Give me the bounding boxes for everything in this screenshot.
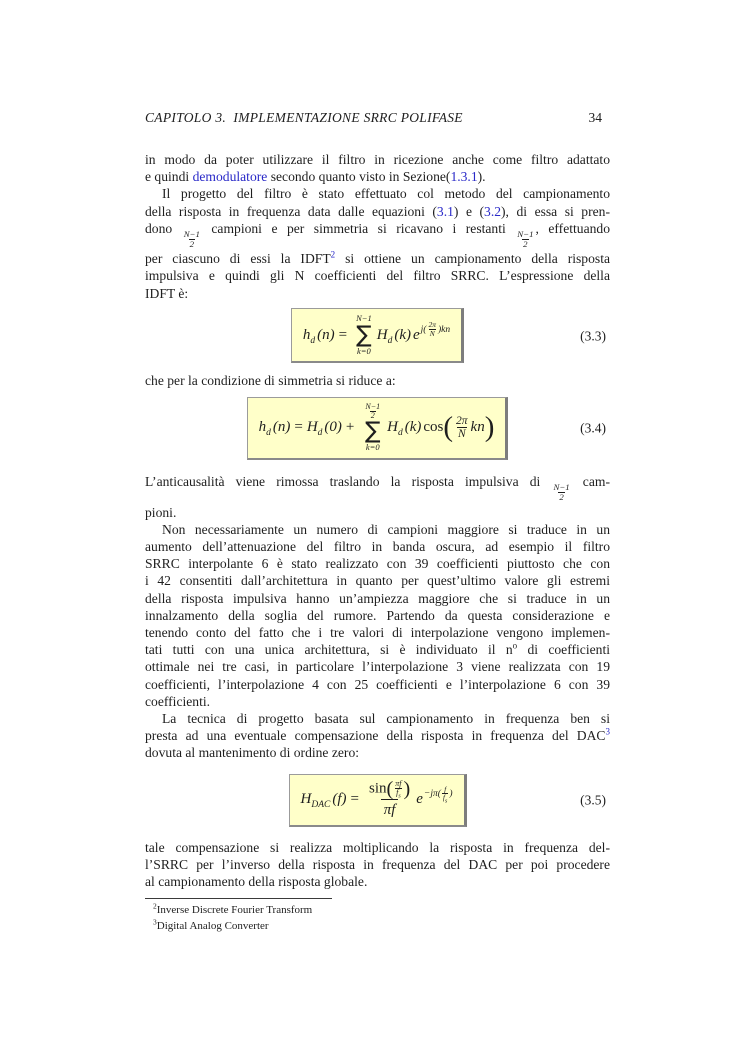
text: e quindi bbox=[145, 169, 193, 185]
footnote-mark-2: 2 bbox=[153, 901, 157, 911]
footnote-rule bbox=[145, 898, 332, 899]
equation-3-3 bbox=[145, 308, 610, 364]
equation-math: $H_{DAC}$ (f) = sin( $\frac{\pi f}{f_s}$ ) πf $e^{-j\pi( \frac{f}{f_s} )}$ bbox=[300, 777, 453, 819]
link-ref-3-2[interactable]: 3.2 bbox=[484, 203, 502, 219]
equation-3-4 bbox=[145, 397, 610, 461]
text: coefficienti. bbox=[145, 693, 211, 709]
text: in modo da poter utilizzare il filtro in ricezione anche come filtro adattato bbox=[145, 152, 610, 167]
text: ). bbox=[477, 169, 486, 185]
text-line bbox=[145, 521, 610, 538]
equation-number: (3.5) bbox=[580, 792, 606, 808]
text: IDFT è: bbox=[145, 285, 189, 301]
text-line bbox=[145, 504, 610, 521]
equation-box bbox=[291, 308, 464, 364]
link-ref-1-3-1[interactable]: 1.3.1 bbox=[450, 169, 478, 185]
text-line bbox=[145, 185, 610, 202]
text-line bbox=[145, 220, 610, 250]
running-header bbox=[145, 110, 602, 126]
equation-number: (3.3) bbox=[580, 328, 606, 344]
text: ottimale nei tre casi, in particolare l’interpolazione 3 viene realizzata con 19 bbox=[145, 659, 610, 675]
text-line bbox=[145, 267, 610, 284]
footnote-ref-2[interactable]: 2 bbox=[330, 249, 336, 260]
page-body bbox=[145, 151, 610, 934]
text: coefficienti, l’interpolazione 4 con 25 coefficienti e l’interpolazione 6 con 39 bbox=[145, 676, 610, 692]
ordinal-superscript: o bbox=[512, 640, 518, 651]
paragraph-progetto bbox=[145, 185, 610, 301]
text-line bbox=[145, 676, 610, 693]
footnote-text: Inverse Discrete Fourier Transform bbox=[156, 904, 313, 917]
footnote-text: Digital Analog Converter bbox=[156, 919, 269, 932]
text: Non necessariamente un numero di campioni maggiore si traduce in un bbox=[162, 521, 610, 537]
text: tale compensazione si realizza moltiplicando la risposta in frequenza del- bbox=[145, 839, 610, 855]
link-ref-3-1[interactable]: 3.1 bbox=[436, 203, 454, 219]
text: della risposta in frequenza data dalle equazioni ( bbox=[145, 203, 437, 219]
text: di coefficienti bbox=[517, 642, 610, 658]
text-line bbox=[145, 168, 610, 185]
text: della risposta impulsiva hanno un’ampiezza maggiore che si traduce in un bbox=[145, 590, 610, 606]
text: innalzamento della soglia del rumore. Partendo da questa considerazione e bbox=[145, 607, 610, 623]
text: tenendo conto del fatto che i tre valori di interpolazione vengono implemen- bbox=[145, 625, 610, 641]
summation-symbol: $\frac{N-1}{2}$ ∑ k=0 bbox=[364, 401, 381, 453]
inline-fraction: $\frac{N-1}{2}$ bbox=[365, 401, 381, 421]
text: SRRC interpolante 6 è stato realizzato con 39 coefficienti piuttosto che con bbox=[145, 556, 610, 572]
text: che per la condizione di simmetria si riduce a: bbox=[145, 373, 396, 389]
text-line bbox=[145, 372, 610, 389]
text-line bbox=[145, 590, 610, 607]
footnote-ref-3[interactable]: 3 bbox=[605, 726, 610, 737]
text: ) e ( bbox=[453, 203, 485, 219]
fraction: sin( $\frac{\pi f}{f_s}$ ) πf bbox=[368, 777, 411, 819]
equation-box bbox=[289, 774, 467, 827]
equation-math: $h_d$ (n) = N−1 ∑ k=0 $H_d$ (k) $e^{j( \frac{2\pi}{N} )kn}$ bbox=[302, 312, 451, 356]
page-number: 34 bbox=[588, 110, 602, 125]
inline-fraction: $\frac{\pi f}{f_s}$ bbox=[395, 778, 402, 800]
text: per ciascuno di essi la IDFT bbox=[145, 251, 331, 267]
text-line bbox=[145, 744, 610, 761]
link-demodulatore[interactable]: demodulatore bbox=[192, 169, 268, 185]
text-line bbox=[145, 555, 610, 572]
text: pioni. bbox=[145, 504, 177, 520]
text: secondo quanto visto in Sezione( bbox=[267, 169, 451, 185]
equation-box bbox=[247, 397, 509, 461]
text-line bbox=[145, 727, 610, 744]
text-line bbox=[145, 856, 610, 873]
text-line bbox=[145, 839, 610, 856]
text: al campionamento della risposta globale. bbox=[145, 874, 368, 890]
paragraph-intro bbox=[145, 151, 610, 185]
paragraph-anticausalita bbox=[145, 473, 610, 521]
paragraph-tecnica bbox=[145, 710, 610, 762]
text-line bbox=[145, 607, 610, 624]
text: cam- bbox=[571, 474, 610, 490]
equation-number: (3.4) bbox=[580, 420, 606, 436]
text-line bbox=[145, 572, 610, 589]
text-line bbox=[145, 473, 610, 503]
text-line bbox=[145, 873, 610, 890]
text-line bbox=[145, 538, 610, 555]
paragraph-coefficienti bbox=[145, 521, 610, 710]
footnote-3 bbox=[145, 919, 610, 935]
text: dovuta al mantenimento di ordine zero: bbox=[145, 745, 360, 761]
text: dono bbox=[145, 220, 182, 236]
text-line bbox=[145, 624, 610, 641]
chapter-heading: CAPITOLO 3. IMPLEMENTAZIONE SRRC POLIFASE bbox=[145, 110, 463, 125]
text: i 42 consentiti dall’architettura in quanto per quest’ultimo valore gli estremi bbox=[145, 573, 610, 589]
paragraph-compensazione bbox=[145, 839, 610, 891]
text: Il progetto del filtro è stato effettuato col metodo del campionamento bbox=[162, 186, 610, 202]
summation-symbol: N−1 ∑ k=0 bbox=[356, 312, 372, 356]
text: aumento dell’attenuazione del filtro in banda oscura, ad esempio il filtro bbox=[145, 539, 610, 555]
equation-3-5 bbox=[145, 774, 610, 827]
text: si ottiene un campionamento della risposta bbox=[335, 251, 610, 267]
text-line bbox=[145, 658, 610, 675]
text: tati tutti con una unica architettura, si è individuato il n bbox=[145, 642, 513, 658]
text: , effettuando bbox=[535, 220, 611, 236]
inline-fraction: $\frac{2\pi}{N}$ bbox=[456, 415, 468, 441]
footnote-2 bbox=[145, 903, 610, 919]
text-line bbox=[145, 250, 610, 267]
text: ), di essa si pren- bbox=[501, 203, 610, 219]
text-line bbox=[145, 693, 610, 710]
text-line bbox=[145, 203, 610, 220]
text: presta ad una eventuale compensazione della risposta in frequenza del DAC bbox=[145, 728, 606, 744]
inline-fraction: $\frac{N-1}{2}$ bbox=[553, 482, 570, 503]
inline-fraction: $\frac{N-1}{2}$ bbox=[517, 228, 534, 250]
inline-fraction: $\frac{f}{f_s}$ bbox=[442, 784, 448, 805]
equation-math: $h_d$ $(n) = H_d$ (0) + $\frac{N-1}{2}$ ∑ k=0 $H_d$ (k) cos( $\frac{2\pi}{N}$ kn) bbox=[258, 401, 495, 453]
inline-fraction: $\frac{N-1}{2}$ bbox=[183, 228, 200, 250]
inline-fraction: $\frac{2\pi}{N}$ bbox=[428, 320, 436, 338]
text-line bbox=[145, 285, 610, 302]
text-line bbox=[145, 710, 610, 727]
text: campioni e per simmetria si ricavano i restanti bbox=[201, 220, 516, 236]
footnote-mark-3: 3 bbox=[153, 917, 157, 927]
text: impulsiva e quindi gli N coefficienti del filtro SRRC. L’espressione della bbox=[145, 268, 610, 284]
text: l’SRRC per l’inverso della risposta in frequenza del DAC per poi procedere bbox=[145, 856, 610, 872]
text: L’anticausalità viene rimossa traslando la risposta impulsiva di bbox=[145, 474, 552, 490]
text: La tecnica di progetto basata sul campionamento in frequenza ben si bbox=[162, 711, 610, 727]
text-line bbox=[145, 151, 610, 168]
text-line bbox=[145, 641, 610, 658]
